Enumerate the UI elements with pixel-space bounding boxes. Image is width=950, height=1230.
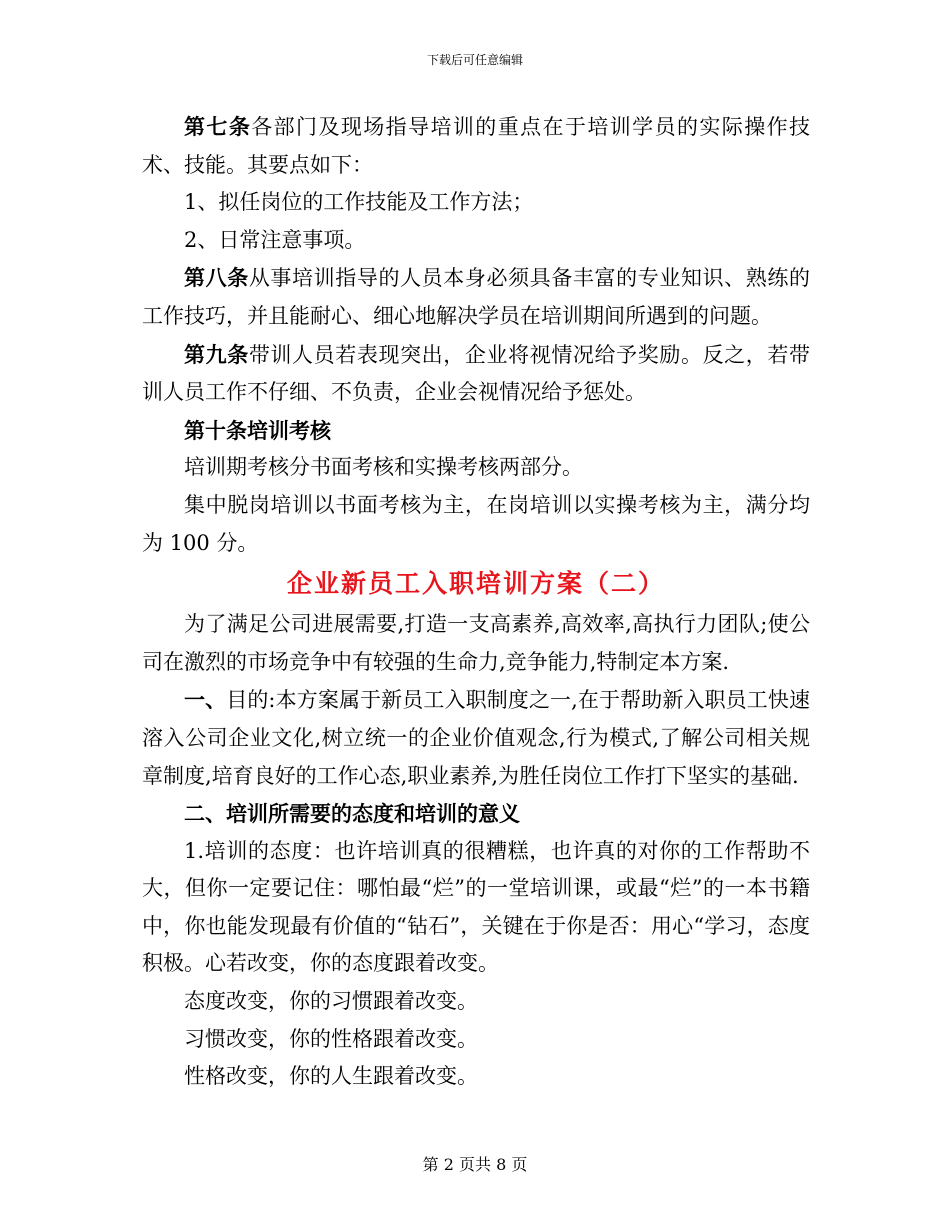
page-header: 下载后可任意编辑 xyxy=(426,53,523,67)
article-9-lead: 第九条 xyxy=(184,341,249,367)
article-8 xyxy=(142,259,810,335)
article-9 xyxy=(142,336,810,412)
purpose-paragraph xyxy=(142,681,810,795)
article-7 xyxy=(142,108,810,184)
training-attitude-text: 1.培训的态度：也许培训真的很糟糕，也许真的对你的工作帮助不大，但你一定要记住：哪怕最“烂”的一堂培训课，或最“烂”的一本书籍中，你也能发现最有价值的“钻石”，关键在于你是否：用心“学习，态度积极。心若改变，你的态度跟着改变。 xyxy=(142,838,810,976)
training-attitude-heading: 二、培训所需要的态度和培训的意义 xyxy=(184,801,520,827)
page-footer: 第 2 页共 8 页 xyxy=(422,1155,528,1174)
article-9-text: 带训人员若表现突出，企业将视情况给予奖励。反之，若带训人员工作不仔细、不负责，企业会视情况给予惩处。 xyxy=(142,342,811,405)
purpose-lead: 一、 xyxy=(184,687,227,713)
article-8-text: 从事培训指导的人员本身必须具备丰富的专业知识、熟练的工作技巧，并且能耐心、细心地解决学员在培训期间所遇到的问题。 xyxy=(142,266,811,328)
intro-paragraph: 为了满足公司进展需要,打造一支高素养,高效率,高执行力团队;使公司在激烈的市场竞争中有较强的生命力,竞争能力,特制定本方案. xyxy=(142,612,810,674)
article-10-heading: 第十条培训考核 xyxy=(184,417,331,443)
attitude-line-3: 性格改变，你的人生跟着改变。 xyxy=(184,1064,478,1089)
article-7-point-1: 1、拟任岗位的工作技能及工作方法； xyxy=(184,190,534,215)
article-10-text-2: 集中脱岗培训以书面考核为主，在岗培训以实操考核为主，满分均为 100 分。 xyxy=(142,492,810,555)
attitude-line-1: 态度改变，你的习惯跟着改变。 xyxy=(184,989,478,1014)
article-8-lead: 第八条 xyxy=(184,265,249,291)
article-7-text: 各部门及现场指导培训的重点在于培训学员的实际操作技术、技能。其要点如下： xyxy=(142,115,811,177)
article-10-text-1: 培训期考核分书面考核和实操考核两部分。 xyxy=(184,455,583,480)
article-7-point-2: 2、日常注意事项。 xyxy=(184,227,366,252)
document-body xyxy=(142,108,810,1096)
article-7-lead: 第七条 xyxy=(184,114,252,139)
section-title: 企业新员工入职培训方案（二） xyxy=(286,569,665,599)
purpose-text: 目的:本方案属于新员工入职制度之一,在于帮助新入职员工快速溶入公司企业文化,树立统一的企业价值观念,行为模式,了解公司相关规章制度,培育良好的工作心态,职业素养,为胜任岗位工作打下坚实的基础. xyxy=(142,688,811,788)
attitude-line-2: 习惯改变，你的性格跟着改变。 xyxy=(184,1026,478,1051)
